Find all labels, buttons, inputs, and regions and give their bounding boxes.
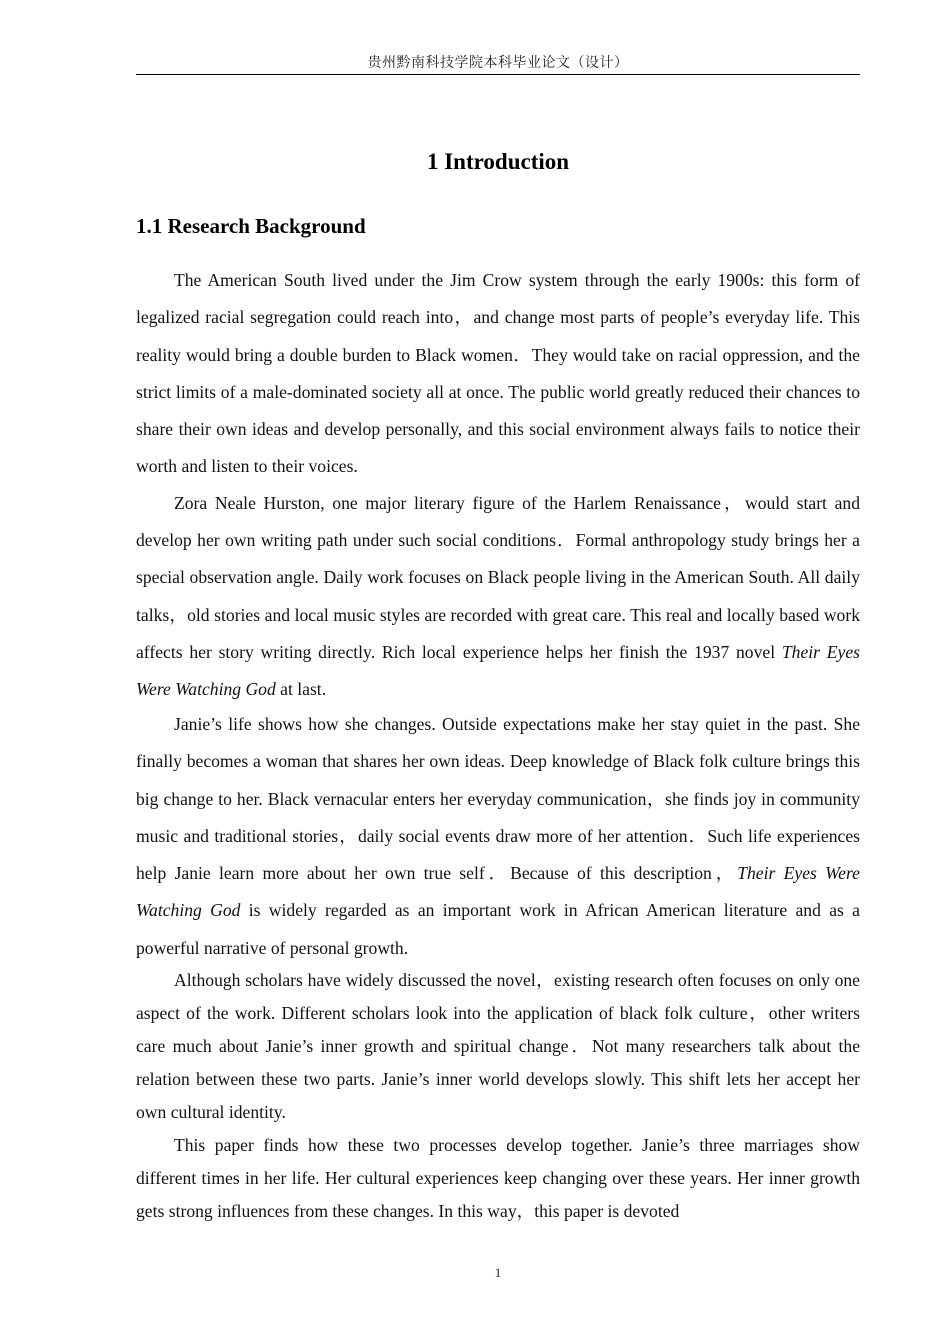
paragraph-2	[136, 485, 860, 708]
paragraph-3	[136, 706, 860, 967]
chapter-title: 1 Introduction	[426, 149, 570, 174]
novel-title: Their Eyes Were Watching God	[136, 641, 860, 700]
page-number: 1	[494, 1265, 502, 1280]
header-rule	[136, 74, 860, 75]
paragraph-1	[136, 262, 860, 486]
paragraph-text: is widely regarded as an important work in African American literature and as a powerful narrative of personal growth.	[136, 900, 860, 958]
paragraph-5	[136, 1129, 860, 1228]
section-title: 1.1 Research Background	[136, 214, 366, 238]
paragraph-text: Janie’s life shows how she changes. Outside expectations make her stay quiet in the past. She finally becomes a woman that shares her own ideas. Deep knowledge of Black folk culture brings this big change to her. Black vernacular enters her everyday communication，she finds joy in community music and traditional stories，daily social events draw more of her attention．Such life experiences help Janie learn more about her own true self．Because of this description，	[136, 714, 860, 884]
paragraph-text: at last.	[275, 679, 327, 700]
running-header: 贵州黔南科技学院本科毕业论文（设计）	[367, 55, 629, 71]
paragraph-text: Although scholars have widely discussed the novel，existing research often focuses on only one aspect of the work. Different scholars look into the application of black folk culture，other writers care much about Janie’s inner growth and spiritual change．Not many researchers talk about the relation between these two parts. Janie’s inner world develops slowly. This shift lets her accept her own cultural identity.	[136, 970, 860, 1122]
paragraph-text: Zora Neale Hurston, one major literary figure of the Harlem Renaissance，would start and develop her own writing path under such social conditions．Formal anthropology study brings her a special observation angle. Daily work focuses on Black people living in the American South. All daily talks，old stories and local music styles are recorded with great care. This real and locally based work affects her story writing directly. Rich local experience helps her finish the 1937 novel	[136, 493, 860, 662]
novel-title: Their Eyes Were Watching God	[136, 863, 860, 921]
paragraph-text: This paper finds how these two processes develop together. Janie’s three marriages show different times in her life. Her cultural experiences keep changing over these years. Her inner growth gets strong influences from these changes. In this way，this paper is devoted	[136, 1135, 860, 1221]
paragraph-text: The American South lived under the Jim Crow system through the early 1900s: this form of legalized racial segregation could reach into，and change most parts of people’s everyday life. This reality would bring a double burden to Black women．They would take on racial oppression, and the strict limits of a male-dominated society all at once. The public world greatly reduced their chances to share their own ideas and develop personally, and this social environment always fails to notice their worth and listen to their voices.	[136, 270, 860, 477]
paragraph-4	[136, 964, 860, 1129]
